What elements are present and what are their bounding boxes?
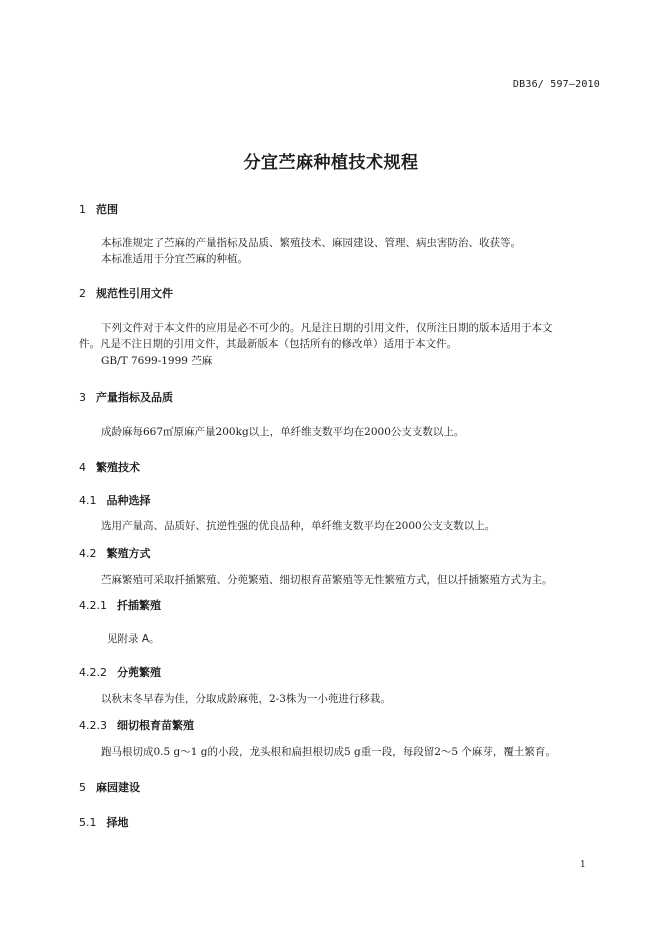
section-title: 择地 <box>106 816 129 829</box>
section-number: 4.2.1 <box>79 599 107 612</box>
section-number: 4.2.2 <box>79 666 107 679</box>
section-number: 4 <box>79 461 86 474</box>
paragraph: 下列文件对于本文件的应用是必不可少的。凡是注日期的引用文件，仅所注日期的版本适用于本文 <box>101 322 553 334</box>
section-heading-3 <box>79 389 173 405</box>
section-title: 范围 <box>96 203 118 216</box>
section-title: 繁殖技术 <box>96 461 140 474</box>
section-title: 细切根育苗繁殖 <box>117 719 194 732</box>
subsection-heading-4-2-3 <box>79 717 194 733</box>
subsection-heading-4-2-2 <box>79 664 161 680</box>
section-number: 2 <box>79 287 86 300</box>
section-title: 麻园建设 <box>96 781 140 794</box>
page-title: 分宜苎麻种植技术规程 <box>243 153 419 173</box>
normative-reference: GB/T 7699-1999 苎麻 <box>101 355 213 367</box>
section-title: 品种选择 <box>106 494 151 507</box>
section-number: 4.2.3 <box>79 719 107 732</box>
section-title: 分蔸繁殖 <box>117 666 161 679</box>
section-number: 5 <box>79 781 86 794</box>
paragraph: 苎麻繁殖可采取扦插繁殖、分蔸繁殖、细切根育苗繁殖等无性繁殖方式，但以扦插繁殖方式为主。 <box>101 574 553 586</box>
section-title: 产量指标及品质 <box>96 391 173 404</box>
paragraph: 跑马根切成0.5 g～1 g的小段，龙头根和扁担根切成5 g重一段，每段留2～5 个麻芽，覆土繁育。 <box>101 746 556 758</box>
section-heading-1 <box>79 201 118 217</box>
paragraph: 本标准适用于分宜苎麻的种植。 <box>101 253 248 265</box>
section-title: 繁殖方式 <box>106 547 151 560</box>
section-number: 4.1 <box>79 494 97 507</box>
section-heading-2 <box>79 285 173 301</box>
page-number: 1 <box>580 860 586 870</box>
subsection-heading-4-2 <box>79 545 151 561</box>
section-heading-5 <box>79 779 140 795</box>
section-title: 扦插繁殖 <box>117 599 161 612</box>
paragraph: 成龄麻每667㎡原麻产量200kg以上，单纤维支数平均在2000公支支数以上。 <box>101 426 465 438</box>
section-number: 1 <box>79 203 86 216</box>
paragraph: 件。凡是不注日期的引用文件，其最新版本（包括所有的修改单）适用于本文件。 <box>79 338 457 350</box>
paragraph: 见附录 A。 <box>107 633 160 645</box>
section-number: 4.2 <box>79 547 97 560</box>
section-title: 规范性引用文件 <box>96 287 173 300</box>
section-number: 3 <box>79 391 86 404</box>
subsection-heading-4-1 <box>79 492 151 508</box>
subsection-heading-4-2-1 <box>79 597 161 613</box>
document-code: DB36/ 597—2010 <box>512 79 600 90</box>
subsection-heading-5-1 <box>79 814 129 830</box>
section-number: 5.1 <box>79 816 97 829</box>
paragraph: 选用产量高、品质好、抗逆性强的优良品种，单纤维支数平均在2000公支支数以上。 <box>101 520 496 532</box>
paragraph: 以秋末冬早春为佳，分取成龄麻蔸，2-3株为一小蔸进行移栽。 <box>101 693 391 705</box>
section-heading-4 <box>79 459 140 475</box>
paragraph: 本标准规定了苎麻的产量指标及品质、繁殖技术、麻园建设、管理、病虫害防治、收获等。 <box>101 237 521 249</box>
